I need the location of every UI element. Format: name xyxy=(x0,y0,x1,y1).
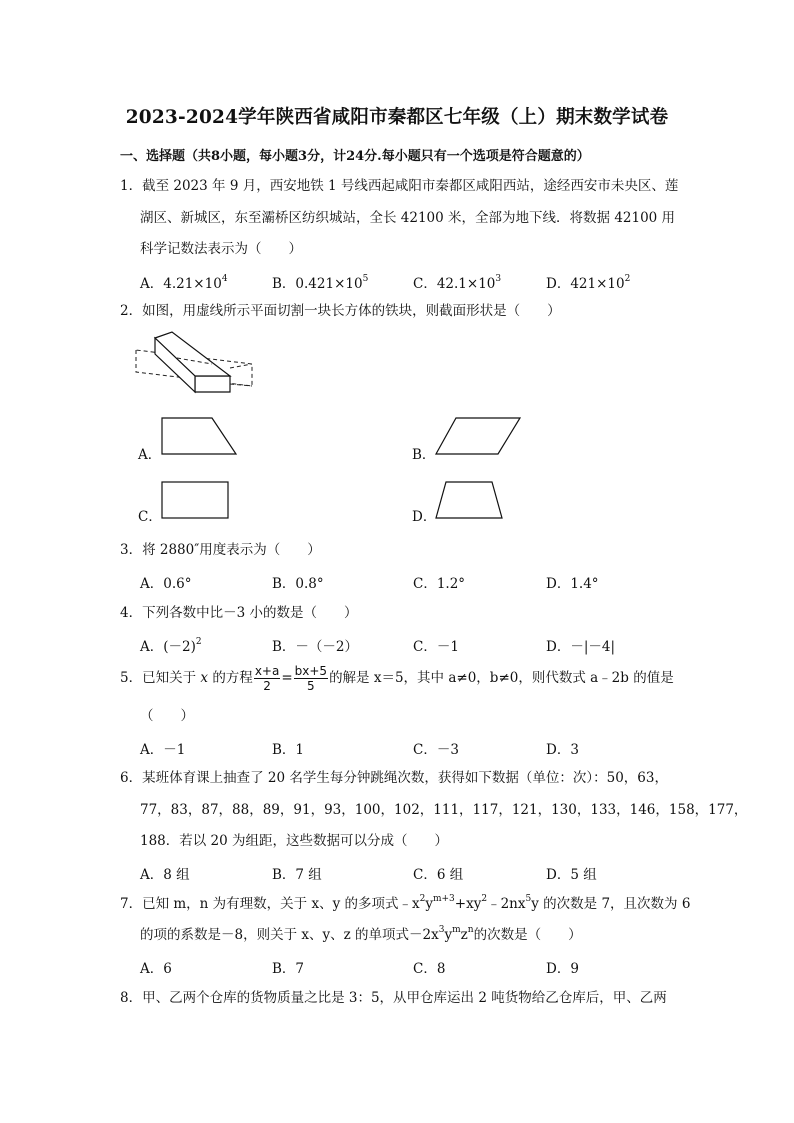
q6-option-b: B．7 组 xyxy=(272,867,322,883)
q1-line2: 湖区、新城区，东至灞桥区纺织城站，全长 42100 米，全部为地下线．将数据 42100 用 xyxy=(140,210,676,226)
q7-option-c: C．8 xyxy=(413,961,446,977)
q3-line1: 3．将 2880″用度表示为（ ） xyxy=(120,542,321,558)
q2-option-b: B． xyxy=(412,447,436,463)
q7-line1: 7．已知 m，n 为有理数，关于 x、y 的多项式$﹣x^2y^{m+3}+xy^2﹣2nx^5y$ 的次数是 7，且次数为 6 xyxy=(120,894,691,912)
q7-option-d: D．9 xyxy=(546,961,579,977)
q1-line1: 1．截至 2023 年 9 月，西安地铁 1 号线西起咸阳市秦都区咸阳西站，途经西安市未央区、莲 xyxy=(120,178,679,194)
section-heading: 一、选择题（共8小题，每小题3分，计24分.每小题只有一个选项是符合题意的） xyxy=(120,149,590,164)
q6-line3: 188．若以 20 为组距，这些数据可以分成（ ） xyxy=(140,833,449,849)
q7-option-b: B．7 xyxy=(272,961,305,977)
q4-option-c: C．－1 xyxy=(413,639,459,655)
q2-line1: 2．如图，用虚线所示平面切割一块长方体的铁块，则截面形状是（ ） xyxy=(120,303,561,319)
q1-line3: 科学记数法表示为（ ） xyxy=(140,241,302,257)
q3-option-d: D．1.4° xyxy=(546,576,599,592)
q5-line1: 5．已知关于 x 的方程 $\frac{x+a}{2}$ = $\frac{bx+5}{5}$ 的解是 x＝5，其中 a≠0，b≠0，则代数式 a﹣2b 的值是 xyxy=(120,663,674,693)
q1-option-d: D．$421\times 10^2$ xyxy=(546,274,631,292)
q2-option-a: A． xyxy=(138,447,162,463)
q5-option-b: B．1 xyxy=(272,742,305,758)
option-b-shape xyxy=(434,416,524,458)
q4-option-d: D．－|－4| xyxy=(546,639,616,655)
option-d-shape xyxy=(434,480,506,522)
q1-option-c: C．$42.1\times 10^3$ xyxy=(413,274,502,292)
q5-line2: （ ） xyxy=(140,708,194,724)
q7-option-a: A．6 xyxy=(140,961,172,977)
q4-option-a: A．$(-2)^2$ xyxy=(140,637,202,655)
q2-option-d: D． xyxy=(412,509,437,525)
option-c-shape xyxy=(160,480,232,522)
q6-option-c: C．6 组 xyxy=(413,867,464,883)
q6-option-d: D．5 组 xyxy=(546,867,597,883)
page-title: 2023-2024学年陕西省咸阳市秦都区七年级（上）期末数学试卷 xyxy=(125,107,669,128)
q1-option-a: A．$4.21\times 10^4$ xyxy=(140,274,228,292)
q8-line1: 8．甲、乙两个仓库的货物质量之比是 3：5，从甲仓库运出 2 吨货物给乙仓库后，甲、乙两 xyxy=(120,990,667,1006)
q3-option-c: C．1.2° xyxy=(413,576,466,592)
q7-line2: 的项的系数是－8，则关于 x、y、z 的单项式$-2x^3y^mz^n$的次数是（ ） xyxy=(140,925,582,943)
q5-option-a: A．－1 xyxy=(140,742,186,758)
q1-option-b: B．$0.421\times 10^5$ xyxy=(272,274,369,292)
q5-option-c: C．－3 xyxy=(413,742,459,758)
q4-line1: 4．下列各数中比－3 小的数是（ ） xyxy=(120,605,358,621)
fraction-2: $\frac{bx+5}{5}$ xyxy=(294,663,328,693)
q2-option-c: C． xyxy=(138,509,162,525)
q5-option-d: D．3 xyxy=(546,742,579,758)
q6-line1: 6．某班体育课上抽查了 20 名学生每分钟跳绳次数，获得如下数据（单位：次）：50，63， xyxy=(120,770,668,786)
cuboid-figure xyxy=(130,330,255,395)
q6-option-a: A．8 组 xyxy=(140,867,190,883)
option-a-shape xyxy=(160,416,240,458)
fraction-1: $\frac{x+a}{2}$ xyxy=(254,663,280,693)
q6-line2: 77，83，87，88，89，91，93，100，102，111，117，121，130，133，146，158，177， xyxy=(140,802,748,818)
q3-option-b: B．0.8° xyxy=(272,576,324,592)
q3-option-a: A．0.6° xyxy=(140,576,192,592)
q4-option-b: B．－（－2） xyxy=(272,639,359,655)
